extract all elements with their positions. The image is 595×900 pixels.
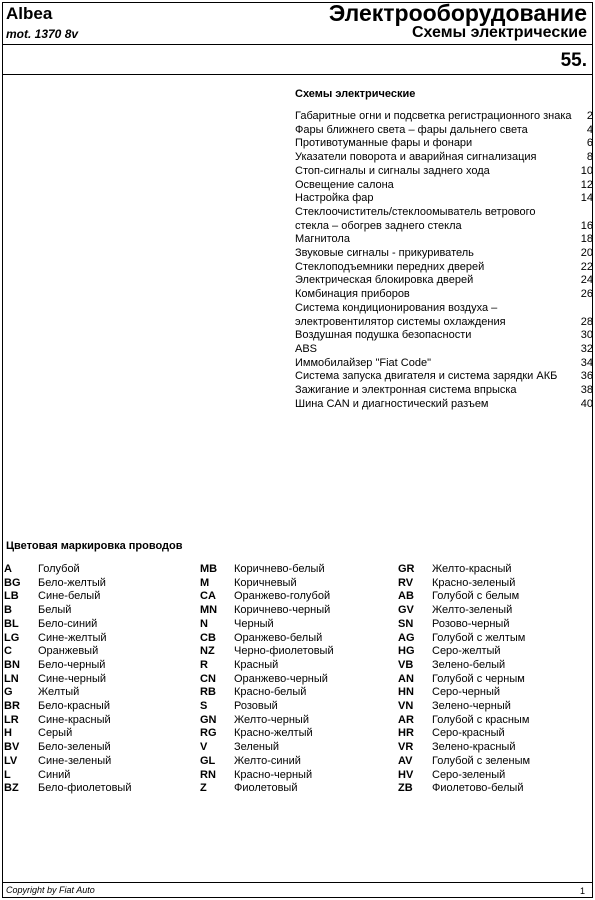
toc-item-page: 12 — [580, 178, 593, 191]
color-code: GR — [398, 563, 415, 575]
color-name: Бело-желтый — [38, 576, 106, 589]
color-name: Серо-красный — [432, 727, 505, 740]
color-code-row — [4, 700, 194, 714]
toc-item-text: Стоп-сигналы и сигналы заднего хода — [295, 164, 490, 177]
color-code-row — [398, 604, 588, 618]
toc-item — [295, 370, 593, 384]
wire-colors-title: Цветовая маркировка проводов — [6, 540, 183, 552]
copyright: Copyright by Fiat Auto — [6, 885, 95, 895]
color-name: Коричневый — [234, 576, 297, 589]
toc-item-page: 24 — [580, 274, 593, 287]
color-code-row — [4, 563, 194, 577]
color-code: C — [4, 645, 12, 658]
toc-item — [295, 302, 593, 329]
color-column-3 — [398, 563, 588, 796]
color-name: Оранжевый — [38, 645, 99, 658]
color-code: BZ — [4, 782, 19, 795]
color-name: Бело-фиолетовый — [38, 782, 132, 795]
color-name: Фиолетовый — [234, 782, 298, 795]
color-name: Зелено-черный — [432, 700, 511, 713]
toc-item — [295, 233, 593, 247]
header-divider — [3, 44, 592, 45]
color-code-row — [4, 741, 194, 755]
color-code-row — [200, 618, 390, 632]
page-title: Электрооборудование — [328, 0, 587, 26]
color-code: RN — [200, 768, 216, 781]
color-code: RV — [398, 576, 414, 589]
color-code-row — [4, 577, 194, 591]
color-name: Голубой — [38, 563, 80, 575]
color-code-row — [398, 618, 588, 632]
color-code: M — [200, 576, 210, 589]
color-code-row — [4, 632, 194, 646]
color-code-row — [200, 686, 390, 700]
toc-item — [295, 247, 593, 261]
toc-item-page: 6 — [586, 137, 593, 150]
toc-item-page: 32 — [580, 342, 593, 355]
color-code-row — [200, 590, 390, 604]
color-code: S — [200, 700, 208, 713]
toc-item — [295, 274, 593, 288]
toc-item — [295, 192, 593, 206]
toc-item-text: Настройка фар — [295, 192, 374, 205]
color-code: MB — [200, 563, 218, 575]
color-name: Голубой с желтым — [432, 631, 526, 644]
color-code-row — [4, 604, 194, 618]
color-code: CN — [200, 672, 216, 685]
color-name: Сине-красный — [38, 713, 111, 726]
color-name: Коричнево-белый — [234, 563, 325, 575]
toc-item-text: Стеклоочиститель/стеклоомыватель ветрового стекла – обогрев заднего стекла — [295, 205, 536, 232]
toc-item-text: Шина CAN и диагностический разъем — [295, 397, 489, 410]
toc-item — [295, 384, 593, 398]
section-number: 55. — [560, 50, 587, 71]
toc-item-text: Стеклоподъемники передних дверей — [295, 260, 485, 273]
toc-item-text: Освещение салона — [295, 178, 394, 191]
color-name: Сине-черный — [38, 672, 107, 685]
color-code: NZ — [200, 645, 215, 658]
color-code: HV — [398, 768, 414, 781]
color-code-row — [200, 700, 390, 714]
color-code: ZB — [398, 782, 413, 795]
color-name: Оранжево-черный — [234, 672, 328, 685]
toc-item-page: 38 — [580, 384, 593, 397]
toc-item-page: 30 — [580, 329, 593, 342]
color-name: Сине-белый — [38, 590, 101, 603]
color-code-row — [4, 645, 194, 659]
color-name: Оранжево-голубой — [234, 590, 331, 603]
color-code-row — [398, 590, 588, 604]
color-name: Желто-синий — [234, 754, 301, 767]
color-code: HN — [398, 686, 414, 699]
color-code-row — [398, 577, 588, 591]
color-name: Бело-черный — [38, 658, 106, 671]
toc-item-page: 26 — [580, 288, 593, 301]
color-code: LV — [4, 754, 18, 767]
color-code-row — [398, 714, 588, 728]
color-name: Желто-черный — [234, 713, 309, 726]
toc-item-text: Противотуманные фары и фонари — [295, 137, 473, 150]
color-code: V — [200, 741, 208, 754]
toc-item-page: 16 — [580, 219, 593, 232]
color-code-row — [200, 632, 390, 646]
color-name: Серо-черный — [432, 686, 501, 699]
color-name: Зеленый — [234, 741, 280, 754]
color-code-row — [200, 769, 390, 783]
color-code: LN — [4, 672, 19, 685]
color-name: Фиолетово-белый — [432, 782, 524, 795]
color-name: Сине-желтый — [38, 631, 107, 644]
page-subtitle: Схемы электрические — [411, 24, 587, 41]
toc-title: Схемы электрические — [295, 88, 416, 100]
color-name: Черный — [234, 617, 274, 630]
color-name: Бело-красный — [38, 700, 110, 713]
toc-item-page: 2 — [586, 110, 593, 122]
toc-item — [295, 151, 593, 165]
toc-item-page: 8 — [586, 151, 593, 164]
toc-item — [295, 179, 593, 193]
color-code-row — [398, 769, 588, 783]
toc-item-page: 4 — [586, 123, 593, 136]
toc-item-page: 34 — [580, 356, 593, 369]
toc-item — [295, 398, 593, 412]
color-code-row — [200, 782, 390, 796]
toc-item — [295, 343, 593, 357]
color-name: Голубой с зеленым — [432, 754, 531, 767]
color-code: BV — [4, 741, 20, 754]
color-name: Бело-синий — [38, 617, 98, 630]
color-code: LG — [4, 631, 20, 644]
color-code: G — [4, 686, 13, 699]
color-code-row — [398, 727, 588, 741]
color-name: Оранжево-белый — [234, 631, 323, 644]
color-code: RG — [200, 727, 217, 740]
color-code: GN — [200, 713, 217, 726]
toc-item-page: 22 — [580, 260, 593, 273]
color-code: GL — [200, 754, 216, 767]
color-name: Черно-фиолетовый — [234, 645, 334, 658]
color-name: Красно-желтый — [234, 727, 313, 740]
color-code-row — [4, 782, 194, 796]
section-divider — [3, 74, 592, 75]
toc-item-text: ABS — [295, 342, 318, 355]
color-code: R — [200, 658, 208, 671]
color-code: LR — [4, 713, 19, 726]
color-name: Серо-желтый — [432, 645, 501, 658]
color-name: Розовый — [234, 700, 278, 713]
color-code: BL — [4, 617, 19, 630]
toc-item — [295, 329, 593, 343]
color-code-row — [4, 659, 194, 673]
color-code-row — [200, 577, 390, 591]
model-name: Albea — [6, 4, 53, 23]
color-name: Желтый — [38, 686, 80, 699]
color-column-2 — [200, 563, 390, 796]
toc-item-text: Габаритные огни и подсветка регистрационного знака — [295, 110, 572, 122]
toc-item-page: 28 — [580, 315, 593, 328]
color-code: CB — [200, 631, 216, 644]
toc-item-text: Система запуска двигателя и система зарядки АКБ — [295, 370, 558, 383]
toc-item-text: Система кондиционирования воздуха – электровентилятор системы охлаждения — [295, 301, 506, 328]
color-name: Бело-зеленый — [38, 741, 111, 754]
color-name: Серый — [38, 727, 73, 740]
color-name: Желто-красный — [432, 563, 512, 575]
color-name: Зелено-белый — [432, 658, 506, 671]
footer-divider — [3, 882, 592, 883]
color-code-row — [200, 741, 390, 755]
color-name: Красно-черный — [234, 768, 313, 781]
color-name: Белый — [38, 604, 72, 617]
color-code: HR — [398, 727, 414, 740]
color-code-row — [200, 563, 390, 577]
color-code: BN — [4, 658, 20, 671]
color-code: H — [4, 727, 12, 740]
color-code-row — [200, 727, 390, 741]
color-name: Голубой с белым — [432, 590, 520, 603]
color-name: Сине-зеленый — [38, 754, 112, 767]
color-name: Желто-зеленый — [432, 604, 513, 617]
color-name: Синий — [38, 768, 71, 781]
toc-item-text: Воздушная подушка безопасности — [295, 329, 472, 342]
color-name: Коричнево-черный — [234, 604, 331, 617]
color-code-row — [200, 659, 390, 673]
toc-item-page: 18 — [580, 233, 593, 246]
toc-item-text: Магнитола — [295, 233, 350, 246]
engine-label: mot. 1370 8v — [6, 27, 79, 41]
toc-item-text: Указатели поворота и аварийная сигнализация — [295, 151, 537, 164]
color-code-row — [398, 673, 588, 687]
color-code: B — [4, 604, 12, 617]
color-code: RB — [200, 686, 216, 699]
color-code: AV — [398, 754, 413, 767]
toc-item-page: 36 — [580, 370, 593, 383]
color-name: Розово-черный — [432, 617, 510, 630]
color-code: VB — [398, 658, 414, 671]
color-code-row — [398, 632, 588, 646]
color-code: VR — [398, 741, 414, 754]
color-code: BR — [4, 700, 20, 713]
color-code: SN — [398, 617, 414, 630]
table-of-contents — [295, 110, 593, 411]
color-code-row — [200, 673, 390, 687]
color-code-row — [398, 645, 588, 659]
color-code: VN — [398, 700, 414, 713]
color-code: AN — [398, 672, 414, 685]
toc-item-page: 40 — [580, 397, 593, 410]
toc-item — [295, 137, 593, 151]
color-code-row — [200, 645, 390, 659]
color-name: Зелено-красный — [432, 741, 516, 754]
toc-item-text: Звуковые сигналы - прикуриватель — [295, 247, 474, 260]
color-name: Красно-зеленый — [432, 576, 516, 589]
color-code-row — [200, 604, 390, 618]
color-code-row — [4, 686, 194, 700]
color-code: A — [4, 563, 12, 575]
color-code-row — [4, 769, 194, 783]
toc-item-page: 14 — [580, 192, 593, 205]
color-name: Голубой с черным — [432, 672, 525, 685]
color-code-row — [398, 782, 588, 796]
color-code-row — [4, 673, 194, 687]
color-code: LB — [4, 590, 19, 603]
color-code-row — [398, 741, 588, 755]
color-code-row — [4, 618, 194, 632]
color-code-row — [200, 755, 390, 769]
toc-item-text: Комбинация приборов — [295, 288, 410, 301]
color-name: Красно-белый — [234, 686, 307, 699]
color-code: AB — [398, 590, 414, 603]
color-code-row — [398, 563, 588, 577]
color-code-row — [4, 755, 194, 769]
color-code-row — [398, 659, 588, 673]
color-code: Z — [200, 782, 207, 795]
color-name: Красный — [234, 658, 279, 671]
toc-item-text: Электрическая блокировка дверей — [295, 274, 474, 287]
toc-item-text: Иммобилайзер "Fiat Code" — [295, 356, 431, 369]
toc-item — [295, 206, 593, 233]
color-code: MN — [200, 604, 218, 617]
color-code: HG — [398, 645, 415, 658]
toc-item — [295, 124, 593, 138]
toc-item-text: Фары ближнего света – фары дальнего света — [295, 123, 528, 136]
color-code: AR — [398, 713, 414, 726]
color-code-row — [4, 714, 194, 728]
color-code-row — [4, 727, 194, 741]
color-code: N — [200, 617, 208, 630]
toc-item — [295, 165, 593, 179]
color-column-1 — [4, 563, 194, 796]
color-name: Голубой с красным — [432, 713, 530, 726]
color-code-row — [398, 755, 588, 769]
toc-item-text: Зажигание и электронная система впрыска — [295, 384, 517, 397]
color-code: BG — [4, 576, 21, 589]
color-name: Серо-зеленый — [432, 768, 506, 781]
toc-item-page: 20 — [580, 247, 593, 260]
color-code: AG — [398, 631, 415, 644]
color-code: GV — [398, 604, 414, 617]
color-code-row — [398, 686, 588, 700]
color-code-row — [4, 590, 194, 604]
color-code-row — [200, 714, 390, 728]
page-number: 1 — [579, 886, 585, 896]
toc-item — [295, 357, 593, 371]
toc-item-page: 10 — [580, 164, 593, 177]
toc-item — [295, 110, 593, 124]
toc-item — [295, 288, 593, 302]
color-code: CA — [200, 590, 216, 603]
color-code-row — [398, 700, 588, 714]
toc-item — [295, 261, 593, 275]
color-code: L — [4, 768, 11, 781]
